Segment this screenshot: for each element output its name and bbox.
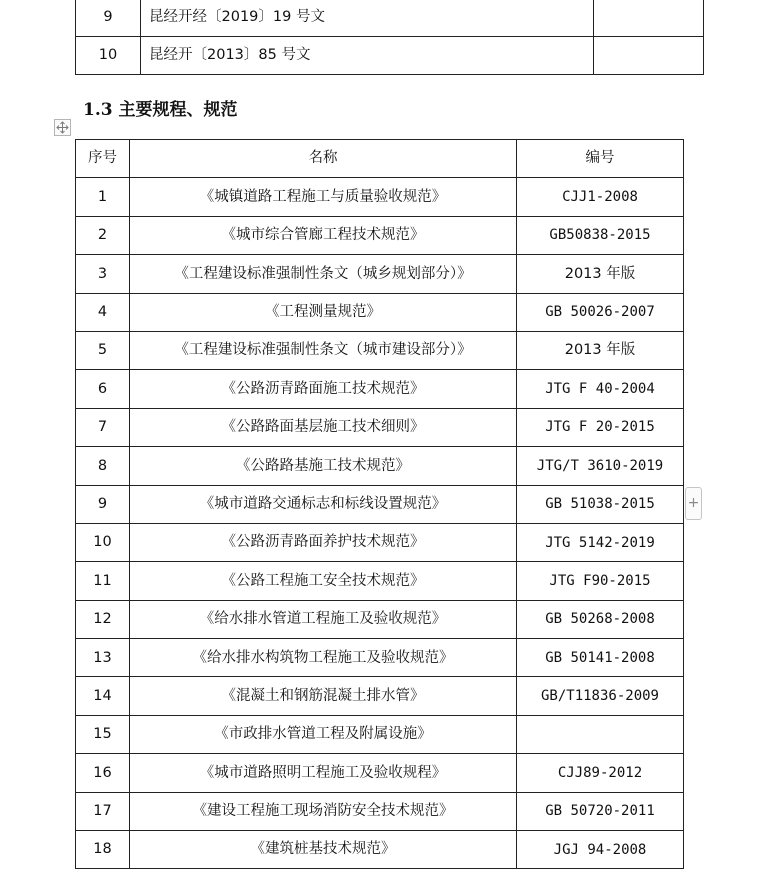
standard-code-cell: 2013 年版 [517, 331, 684, 369]
table-row [76, 0, 704, 37]
table-row [76, 331, 684, 369]
add-row-button[interactable]: + [685, 487, 702, 520]
row-number-cell: 11 [76, 562, 130, 600]
standards-table [75, 139, 684, 869]
table-row [76, 639, 684, 677]
standard-name-cell: 《混凝土和钢筋混凝土排水管》 [130, 677, 517, 715]
section-heading: 1.3 主要规程、规范 [83, 100, 238, 120]
header-number: 序号 [76, 140, 130, 178]
standard-name-cell: 《城市道路交通标志和标线设置规范》 [130, 485, 517, 523]
standard-name-cell: 《城市道路照明工程施工及验收规程》 [130, 754, 517, 792]
table-row [76, 293, 684, 331]
row-number-cell: 9 [76, 0, 141, 37]
table-row [76, 216, 684, 254]
row-number-cell: 16 [76, 754, 130, 792]
standard-code-cell: 2013 年版 [517, 255, 684, 293]
row-number-cell: 12 [76, 600, 130, 638]
row-number-cell: 6 [76, 370, 130, 408]
row-number-cell: 13 [76, 639, 130, 677]
standard-name-cell: 《工程测量规范》 [130, 293, 517, 331]
standard-name-cell: 《给水排水管道工程施工及验收规范》 [130, 600, 517, 638]
table-row [76, 562, 684, 600]
document-cell: 昆经开经〔2019〕19 号文 [141, 0, 594, 37]
standard-name-cell: 《给水排水构筑物工程施工及验收规范》 [130, 639, 517, 677]
row-number-cell: 2 [76, 216, 130, 254]
standard-name-cell: 《建设工程施工现场消防安全技术规范》 [130, 792, 517, 830]
table-row [76, 447, 684, 485]
standard-name-cell: 《工程建设标准强制性条文（城市建设部分）》 [130, 331, 517, 369]
row-number-cell: 10 [76, 523, 130, 561]
move-arrows-icon[interactable] [54, 119, 71, 136]
standard-name-cell: 《工程建设标准强制性条文（城乡规划部分）》 [130, 255, 517, 293]
standard-code-cell: JTG 5142-2019 [517, 523, 684, 561]
row-number-cell: 4 [76, 293, 130, 331]
standard-code-cell: JTG/T 3610-2019 [517, 447, 684, 485]
table-row [76, 754, 684, 792]
table-row [76, 408, 684, 446]
row-number-cell: 8 [76, 447, 130, 485]
standard-code-cell: JTG F90-2015 [517, 562, 684, 600]
standard-name-cell: 《城市综合管廊工程技术规范》 [130, 216, 517, 254]
standard-name-cell: 《公路工程施工安全技术规范》 [130, 562, 517, 600]
row-number-cell: 14 [76, 677, 130, 715]
standard-code-cell: GB 50720-2011 [517, 792, 684, 830]
standard-name-cell: 《城镇道路工程施工与质量验收规范》 [130, 178, 517, 216]
row-number-cell: 18 [76, 831, 130, 869]
standard-code-cell: GB 50141-2008 [517, 639, 684, 677]
standard-code-cell [517, 715, 684, 753]
standard-name-cell: 《市政排水管道工程及附属设施》 [130, 715, 517, 753]
standard-name-cell: 《公路沥青路面施工技术规范》 [130, 370, 517, 408]
empty-cell [594, 37, 704, 75]
table-row [76, 600, 684, 638]
table-row [76, 792, 684, 830]
standard-code-cell: GB 50268-2008 [517, 600, 684, 638]
table-row [76, 677, 684, 715]
standard-code-cell: JTG F 40-2004 [517, 370, 684, 408]
standard-code-cell: GB 51038-2015 [517, 485, 684, 523]
standard-code-cell: GB 50026-2007 [517, 293, 684, 331]
table-row [76, 178, 684, 216]
header-code: 编号 [517, 140, 684, 178]
row-number-cell: 17 [76, 792, 130, 830]
row-number-cell: 15 [76, 715, 130, 753]
row-number-cell: 1 [76, 178, 130, 216]
standard-name-cell: 《公路路面基层施工技术细则》 [130, 408, 517, 446]
header-name: 名称 [130, 140, 517, 178]
table-header-row [76, 140, 684, 178]
empty-cell [594, 0, 704, 37]
row-number-cell: 7 [76, 408, 130, 446]
row-number-cell: 3 [76, 255, 130, 293]
standard-name-cell: 《建筑桩基技术规范》 [130, 831, 517, 869]
row-number-cell: 10 [76, 37, 141, 75]
standard-code-cell: CJJ89-2012 [517, 754, 684, 792]
row-number-cell: 5 [76, 331, 130, 369]
table-row [76, 370, 684, 408]
table-row [76, 715, 684, 753]
standard-code-cell: GB/T11836-2009 [517, 677, 684, 715]
standard-code-cell: JTG F 20-2015 [517, 408, 684, 446]
standard-code-cell: GB50838-2015 [517, 216, 684, 254]
table-row [76, 831, 684, 869]
table-row [76, 255, 684, 293]
standard-code-cell: CJJ1-2008 [517, 178, 684, 216]
standard-code-cell: JGJ 94-2008 [517, 831, 684, 869]
standard-name-cell: 《公路路基施工技术规范》 [130, 447, 517, 485]
previous-documents-table [75, 0, 704, 75]
row-number-cell: 9 [76, 485, 130, 523]
table-row [76, 523, 684, 561]
table-row [76, 485, 684, 523]
table-row [76, 37, 704, 75]
document-cell: 昆经开〔2013〕85 号文 [141, 37, 594, 75]
standard-name-cell: 《公路沥青路面养护技术规范》 [130, 523, 517, 561]
